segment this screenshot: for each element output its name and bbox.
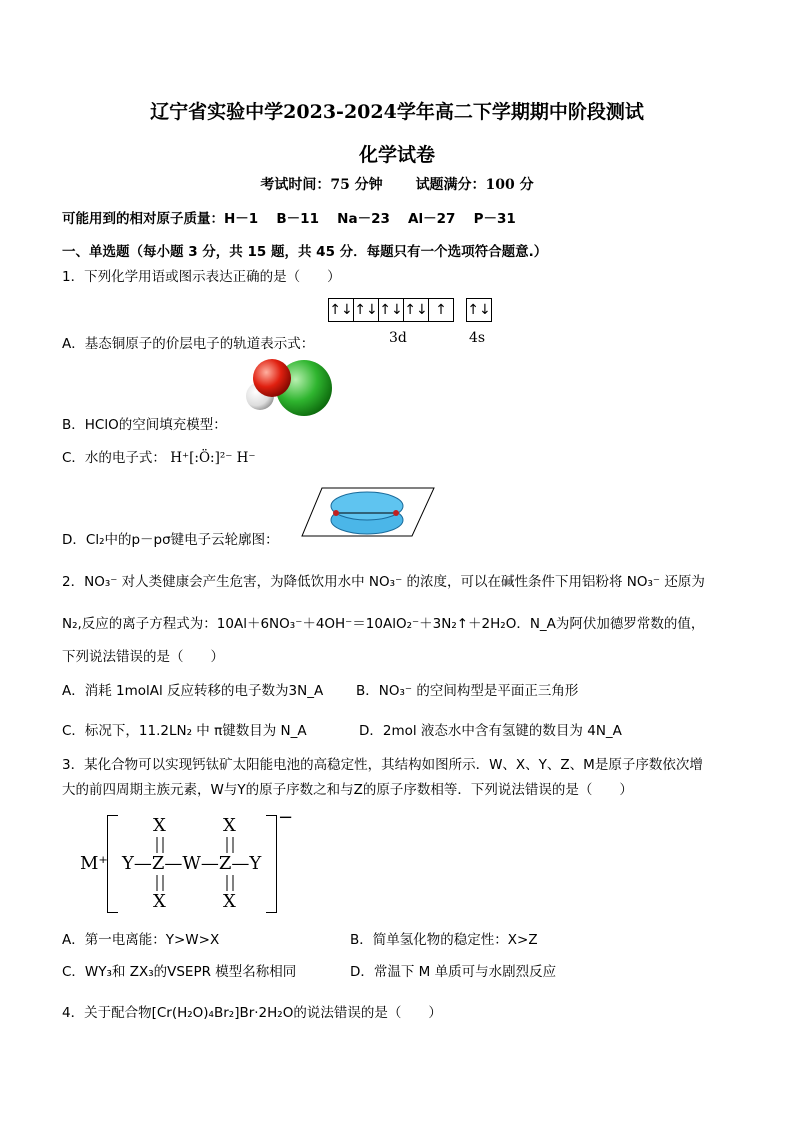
q1-option-c-label: C．水的电子式： [62,450,166,466]
q1-option-a: A．基态铜原子的价层电子的轨道表示式： [62,336,315,352]
q1-option-d: D．Cl₂中的p－pσ键电子云轮廓图： [62,532,279,548]
oxygen-bottom-left: X [153,891,166,912]
section-heading: 一、单选题（每小题 3 分，共 15 题，共 45 分．每题只有一个选项符合题意.） [62,244,548,260]
atomic-masses: 可能用到的相对原子质量：H－1 B－11 Na－23 Al－27 P－31 [62,211,516,227]
q1-option-c [62,446,256,466]
oxygen-top-left: X [153,815,166,836]
hclo-space-filling-model [240,352,336,422]
label-3d: 3d [389,330,407,346]
q1-option-b: B．HClO的空间填充模型： [62,417,227,433]
orbital-box: ↑↓ [404,299,429,321]
full-score: 试题满分：100 分 [415,177,534,193]
orbital-box: ↑↓ [379,299,404,321]
q3-structure-diagram [80,807,300,915]
label-4s: 4s [469,330,486,346]
q3-option-a: A．第一电离能：Y>W>X [62,932,220,948]
q3-option-b: B．简单氢化物的稳定性：X>Z [350,932,538,948]
q2-option-b: B．NO₃⁻ 的空间构型是平面正三角形 [356,683,579,699]
q3-option-c: C．WY₃和 ZX₃的VSEPR 模型名称相同 [62,964,297,980]
q2-line2: N₂,反应的离子方程式为：10Al＋6NO₃⁻＋4OH⁻＝10AlO₂⁻＋3N₂↑＋2H₂O．N_A为阿伏加德罗常数的值， [62,616,705,632]
orbital-box: ↑↓ [354,299,379,321]
orbital-4s-boxes [466,298,492,322]
q3-option-d: D．常温下 M 单质可与水剧烈反应 [350,964,557,980]
anion-charge: − [278,807,294,828]
oxygen-bottom-right: X [223,891,236,912]
orbital-3d-boxes [328,298,454,322]
q3-line1: 3．某化合物可以实现钙钛矿太阳能电池的高稳定性，其结构如图所示．W、X、Y、Z、M是原子序数依次增 [62,757,703,773]
orbital-box: ↑↓ [329,299,354,321]
exam-info [0,174,794,194]
q1-stem: 1．下列化学用语或图示表达正确的是（ ） [62,269,341,285]
q3-line2: 大的前四周期主族元素，W与Y的原子序数之和与Z的原子序数相等．下列说法错误的是（ ） [62,782,633,798]
q4-stem: 4．关于配合物[Cr(H₂O)₄Br₂]Br·2H₂O的说法错误的是（ ） [62,1005,442,1021]
q2-option-c: C．标况下，11.2LN₂ 中 π键数目为 N_A [62,723,307,739]
oxygen-atom [253,359,291,397]
orbital-box: ↑ [435,302,447,318]
main-chain: Y—Z—W—Z—Y [122,853,262,874]
water-electron-formula: H⁺[:Ö:]²⁻ H⁻ [170,450,256,466]
oxygen-top-right: X [223,815,236,836]
nucleus-dot [393,510,399,516]
q2-line1: 2．NO₃⁻ 对人类健康会产生危害，为降低饮用水中 NO₃⁻ 的浓度，可以在碱性条件下用铝粉将 NO₃⁻ 还原为 [62,574,705,590]
exam-time: 考试时间：75 分钟 [260,177,383,193]
document-subtitle: 化学试卷 [358,144,435,166]
p-p-sigma-bond-diagram [300,484,436,544]
nucleus-dot [333,510,339,516]
q2-option-a: A．消耗 1molAl 反应转移的电子数为3N_A [62,683,324,699]
q2-line3: 下列说法错误的是（ ） [62,649,224,665]
double-bond-lines [80,815,300,915]
q2-option-d: D．2mol 液态水中含有氢键的数目为 4N_A [359,723,622,739]
cation-label: M⁺ [80,853,108,874]
document-title: 辽宁省实验中学2023-2024学年高二下学期期中阶段测试 [150,101,644,123]
orbital-box: ↑↓ [467,302,491,318]
